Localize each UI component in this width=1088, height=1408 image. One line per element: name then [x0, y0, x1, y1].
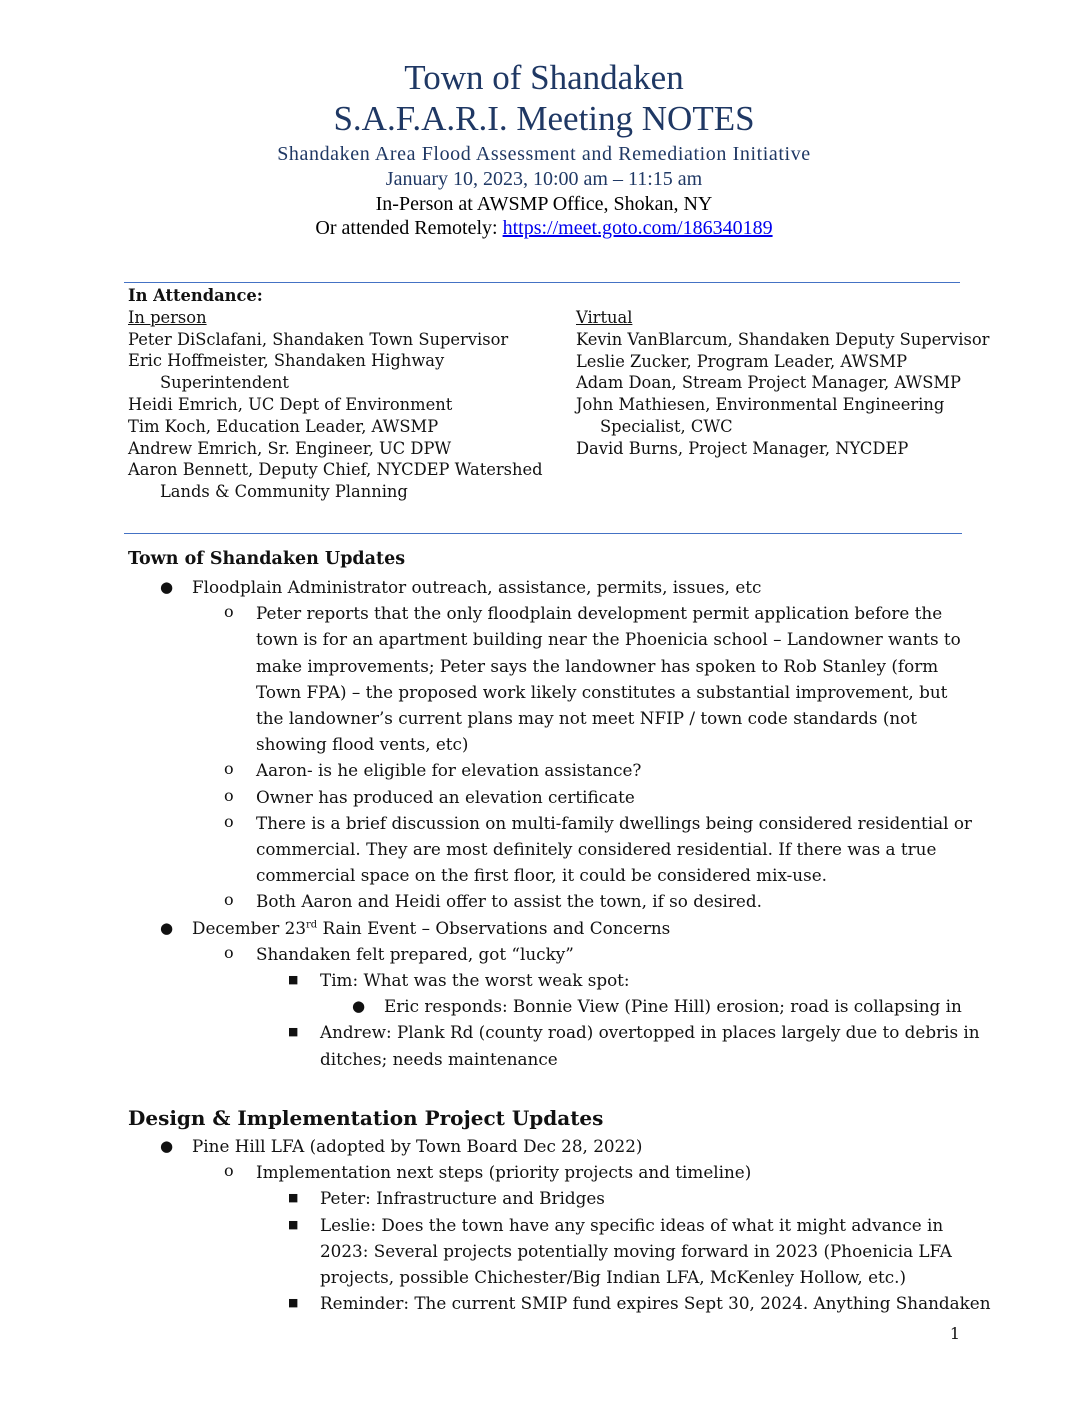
in-person-label: In person — [128, 307, 207, 327]
virtual-label: Virtual — [576, 308, 633, 327]
circle-bullet-icon: o — [224, 785, 234, 805]
attendee: David Burns, Project Manager, NYCDEP — [576, 438, 909, 458]
circle-bullet-icon: o — [224, 1161, 234, 1181]
list-item: ■ Peter: Infrastructure and Bridges — [0, 1185, 980, 1211]
list-item: ● Floodplain Administrator outreach, assistance, permits, issues, etc — [0, 574, 1088, 600]
list-item: o Aaron- is he eligible for elevation assistance? — [0, 757, 976, 783]
list-item: ● Eric responds: Bonnie View (Pine Hill) erosion; road is collapsing in — [0, 993, 1088, 1019]
attendee-continued: Specialist, CWC — [600, 416, 733, 436]
square-bullet-icon: ■ — [288, 1191, 299, 1205]
circle-bullet-icon: o — [224, 811, 234, 831]
top-divider — [124, 282, 960, 283]
attendee: Tim Koch, Education Leader, AWSMP — [128, 416, 439, 436]
attendance-divider — [124, 533, 962, 534]
attendee: Heidi Emrich, UC Dept of Environment — [128, 394, 453, 414]
circle-bullet-icon: o — [224, 890, 234, 910]
attendee: Kevin VanBlarcum, Shandaken Deputy Supervisor — [576, 329, 990, 349]
square-bullet-icon: ■ — [288, 1217, 299, 1231]
attendee-continued: Lands & Community Planning — [160, 482, 408, 502]
list-item: o Peter reports that the only floodplain development permit application before the town is for an apartment building near the Phoenicia school – Landowner wants to make improvements; Peter says the landowner has spoken to Rob Stanley (form Town FPA) – the proposed work likely constitutes a substantial improvement, but the landowner’s current plans may not meet NFIP / town code standards (not showing flood vents, etc) — [0, 600, 976, 757]
section-heading-project-updates: Design & Implementation Project Updates — [128, 1106, 604, 1130]
remote-prefix: Or attended Remotely: — [315, 217, 503, 239]
meeting-location: In-Person at AWSMP Office, Shokan, NY — [375, 193, 713, 215]
attendance-left-column — [128, 285, 543, 503]
list-item: ■ Andrew: Plank Rd (county road) overtopped in places largely due to debris in ditches; needs maintenance — [0, 1019, 980, 1071]
initiative-name: Shandaken Area Flood Assessment and Remediation Initiative — [277, 143, 811, 165]
attendee: Andrew Emrich, Sr. Engineer, UC DPW — [128, 438, 452, 458]
attendance-heading: In Attendance: — [128, 286, 263, 305]
list-item: o Shandaken felt prepared, got “lucky” — [0, 941, 976, 967]
town-updates-body — [0, 574, 1088, 1072]
circle-bullet-icon: o — [224, 759, 234, 779]
remote-meeting-link[interactable]: https://meet.goto.com/186340189 — [502, 217, 773, 239]
bullet-icon: ● — [160, 918, 174, 937]
list-item: o Owner has produced an elevation certificate — [0, 784, 976, 810]
section-heading-town-updates: Town of Shandaken Updates — [128, 549, 406, 569]
meeting-title: S.A.F.A.R.I. Meeting NOTES — [333, 99, 755, 138]
attendee: Leslie Zucker, Program Leader, AWSMP — [576, 351, 908, 371]
bullet-icon: ● — [352, 997, 366, 1016]
attendee: Peter DiSclafani, Shandaken Town Supervisor — [128, 329, 509, 349]
project-updates-body — [0, 1133, 1088, 1316]
attendance-right-column — [576, 307, 989, 460]
list-item: ● December 23rd Rain Event – Observations and Concerns — [0, 915, 1088, 941]
circle-bullet-icon: o — [224, 602, 234, 622]
square-bullet-icon: ■ — [288, 973, 299, 987]
attendee-continued: Superintendent — [160, 373, 289, 393]
square-bullet-icon: ■ — [288, 1025, 299, 1039]
list-item: o Implementation next steps (priority projects and timeline) — [0, 1159, 976, 1185]
attendee: Aaron Bennett, Deputy Chief, NYCDEP Watershed — [128, 460, 543, 480]
list-item: o There is a brief discussion on multi-family dwellings being considered residential or commercial. They are most definitely considered residential. If there was a true commercial space on the first floor, it could be considered mix-use. — [0, 810, 976, 889]
square-bullet-icon: ■ — [288, 1296, 299, 1310]
list-item: ■ Leslie: Does the town have any specific ideas of what it might advance in 2023: Several projects potentially moving forward in 2023 (Phoenicia LFA projects, possible Chichester/Big Indian LFA, McKenley Hollow, etc.) — [0, 1212, 980, 1291]
list-item: ■ Reminder: The current SMIP fund expires Sept 30, 2024. Anything Shandaken — [0, 1290, 980, 1316]
remote-line — [0, 216, 1088, 240]
attendee: Eric Hoffmeister, Shandaken Highway — [128, 351, 445, 371]
list-item: ■ Tim: What was the worst weak spot: — [0, 967, 980, 993]
meeting-date: January 10, 2023, 10:00 am – 11:15 am — [385, 168, 703, 190]
town-title: Town of Shandaken — [404, 58, 684, 97]
bullet-icon: ● — [160, 1137, 174, 1155]
attendee: Adam Doan, Stream Project Manager, AWSMP — [576, 373, 961, 393]
list-item: o Both Aaron and Heidi offer to assist the town, if so desired. — [0, 888, 976, 914]
circle-bullet-icon: o — [224, 942, 234, 962]
bullet-icon: ● — [160, 578, 174, 596]
page-number: 1 — [949, 1324, 960, 1343]
list-item: ● Pine Hill LFA (adopted by Town Board Dec 28, 2022) — [0, 1133, 1088, 1159]
attendee: John Mathiesen, Environmental Engineering — [576, 395, 945, 415]
